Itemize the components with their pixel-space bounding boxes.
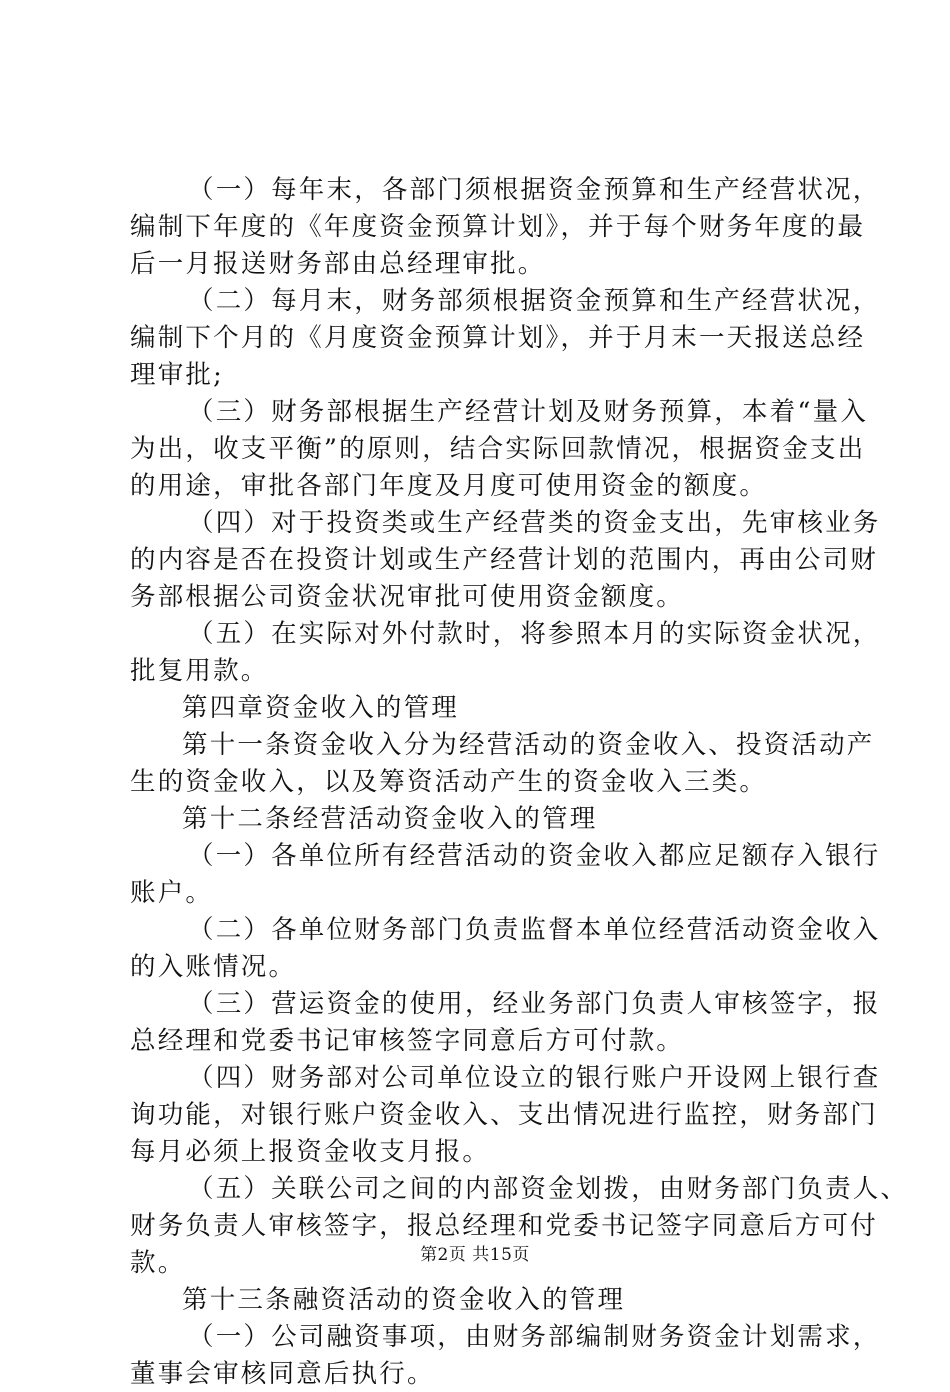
paragraph-line: 编制下个月的《月度资金预算计划》，并于月末一天报送总经: [130, 323, 866, 353]
paragraph-line: （一）公司融资事项，由财务部编制财务资金计划需求，: [188, 1322, 881, 1352]
paragraph-line: （二）每月末，财务部须根据资金预算和生产经营状况，: [188, 286, 881, 316]
paragraph-line: （四）对于投资类或生产经营类的资金支出，先审核业务: [188, 508, 881, 538]
paragraph-line: （四）财务部对公司单位设立的银行账户开设网上银行查: [188, 1063, 881, 1093]
page-footer: 第2页 共15页: [420, 1245, 530, 1265]
paragraph-line: 批复用款。: [130, 656, 269, 686]
paragraph-line: 的用途，审批各部门年度及月度可使用资金的额度。: [130, 471, 768, 501]
paragraph-line: 的入账情况。: [130, 952, 297, 982]
paragraph-line: （三）财务部根据生产经营计划及财务预算，本着“量入: [188, 397, 869, 427]
paragraph-line: （五）关联公司之间的内部资金划拨，由财务部门负责人、: [188, 1174, 909, 1204]
paragraph-line: 编制下年度的《年度资金预算计划》，并于每个财务年度的最: [130, 212, 866, 242]
paragraph-line: 账户。: [130, 878, 214, 908]
paragraph-line: 生的资金收入，以及筹资活动产生的资金收入三类。: [130, 767, 768, 797]
paragraph-line: 询功能，对银行账户资金收入、支出情况进行监控，财务部门: [130, 1100, 878, 1130]
paragraph-line: （一）各单位所有经营活动的资金收入都应足额存入银行: [188, 841, 881, 871]
paragraph-line: 后一月报送财务部由总经理审批。: [130, 249, 546, 279]
paragraph-line: 款。: [130, 1248, 186, 1278]
paragraph-line: 理审批;: [130, 360, 224, 390]
paragraph-line: （五）在实际对外付款时，将参照本月的实际资金状况，: [188, 619, 881, 649]
paragraph-line: （一）每年末，各部门须根据资金预算和生产经营状况，: [188, 175, 881, 205]
paragraph-line: 总经理和党委书记审核签字同意后方可付款。: [130, 1026, 685, 1056]
paragraph-line: 第十一条资金收入分为经营活动的资金收入、投资活动产: [182, 730, 875, 760]
paragraph-line: 为出，收支平衡”的原则，结合实际回款情况，根据资金支出: [130, 434, 866, 464]
paragraph-line: 的内容是否在投资计划或生产经营计划的范围内，再由公司财: [130, 545, 878, 575]
paragraph-line: 每月必须上报资金收支月报。: [130, 1137, 491, 1167]
paragraph-line: （三）营运资金的使用，经业务部门负责人审核签字，报: [188, 989, 881, 1019]
paragraph-line: 董事会审核同意后执行。: [130, 1359, 435, 1389]
paragraph-line: 务部根据公司资金状况审批可使用资金额度。: [130, 582, 685, 612]
section-heading: 第四章资金收入的管理: [182, 693, 460, 723]
paragraph-line: 财务负责人审核签字，报总经理和党委书记签字同意后方可付: [130, 1211, 878, 1241]
paragraph-line: （二）各单位财务部门负责监督本单位经营活动资金收入: [188, 915, 881, 945]
article-heading: 第十三条融资活动的资金收入的管理: [182, 1285, 626, 1315]
article-heading: 第十二条经营活动资金收入的管理: [182, 804, 598, 834]
